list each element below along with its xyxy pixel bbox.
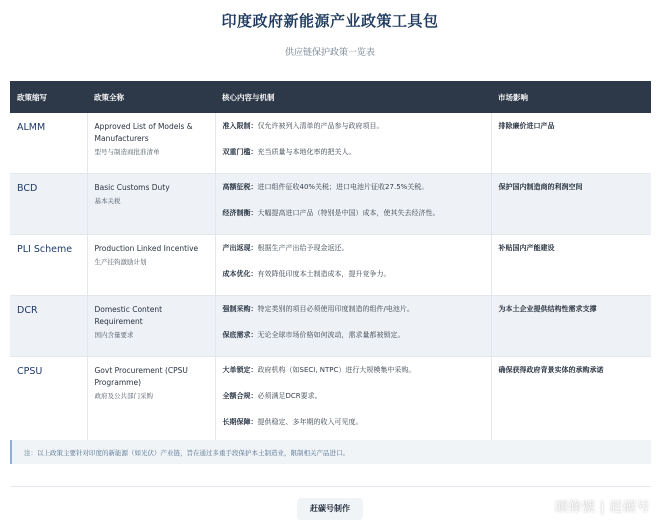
policy-abbr: DCR bbox=[17, 305, 38, 316]
page-subtitle: 供应链保护政策一览表 bbox=[284, 48, 375, 58]
policy-full-name-en: Production Linked Incentive bbox=[94, 244, 199, 253]
policy-full-name-en: Basic Customs Duty bbox=[94, 183, 170, 192]
mechanism-text: 必须满足DCR要求。 bbox=[257, 392, 322, 400]
page-header bbox=[0, 0, 660, 66]
table-row bbox=[10, 174, 651, 235]
policy-full-name-cn: 国内含量要求 bbox=[94, 331, 134, 339]
mechanism-item bbox=[223, 391, 485, 402]
mechanism-item bbox=[223, 330, 485, 341]
mechanism-label: 长期保障： bbox=[222, 418, 258, 426]
policy-full-name-cn: 生产挂钩激励计划 bbox=[94, 258, 147, 266]
mechanism-item bbox=[223, 417, 485, 428]
mechanism-label: 准入限制： bbox=[222, 122, 258, 130]
policy-abbr: BCD bbox=[17, 183, 38, 194]
mechanism-label: 双重门槛： bbox=[222, 148, 258, 156]
table-row bbox=[10, 235, 651, 296]
mechanism-text: 提供稳定、多年期的收入可见度。 bbox=[257, 418, 363, 426]
mechanism-label: 产出返现： bbox=[222, 244, 258, 252]
policy-full-name-en: Domestic Content Requirement bbox=[94, 305, 163, 326]
mechanism-label: 强制采购： bbox=[222, 305, 258, 313]
market-impact: 确保获得政府背景实体的承购承诺 bbox=[498, 366, 604, 374]
mechanism-item bbox=[223, 243, 485, 254]
mechanism-text: 仅允许被列入清单的产品参与政府项目。 bbox=[257, 122, 384, 130]
mechanism-text: 政府机构（如SECI, NTPC）进行大规模集中采购。 bbox=[257, 366, 416, 374]
watermark: 頭條號 | 赶碳号 bbox=[554, 500, 650, 515]
mechanism-item bbox=[223, 121, 485, 132]
mechanism-text: 特定类别的项目必须使用印度制造的组件/电池片。 bbox=[257, 305, 414, 313]
column-header-full-name: 政策全称 bbox=[87, 81, 215, 113]
mechanism-label: 高额征税： bbox=[222, 183, 258, 191]
mechanism-text: 无论全球市场价格如何波动，需求量都被锁定。 bbox=[257, 331, 405, 339]
table-row bbox=[10, 113, 651, 174]
policy-abbr: CPSU bbox=[17, 366, 43, 377]
mechanism-text: 充当质量与本地化率的把关人。 bbox=[257, 148, 356, 156]
mechanism-text: 进口组件征收40%关税；进口电池片征收27.5%关税。 bbox=[257, 183, 429, 191]
market-impact: 排除廉价进口产品 bbox=[498, 122, 555, 130]
footnote: 注：以上政策主要针对印度的新能源（如光伏）产业链，旨在通过多重手段保护本土制造业，限制相关产品进口。 bbox=[10, 440, 651, 464]
mechanism-label: 全额合规： bbox=[222, 392, 258, 400]
mechanism-text: 大幅提高进口产品（特别是中国）成本，使其失去经济性。 bbox=[257, 209, 440, 217]
policy-abbr: PLI Scheme bbox=[17, 244, 73, 255]
policy-full-name-cn: 政府及公共部门采购 bbox=[94, 392, 153, 400]
policy-abbr: ALMM bbox=[17, 122, 46, 133]
table-header-row bbox=[10, 81, 651, 113]
mechanism-label: 成本优化： bbox=[222, 270, 258, 278]
mechanism-item bbox=[223, 365, 485, 376]
mechanism-label: 经济制衡： bbox=[222, 209, 258, 217]
mechanism-text: 根据生产产出给予现金返还。 bbox=[257, 244, 349, 252]
mechanism-item bbox=[223, 147, 485, 158]
policy-full-name-en: Approved List of Models & Manufacturers bbox=[94, 122, 193, 143]
mechanism-item bbox=[223, 182, 485, 193]
column-header-mechanism: 核心内容与机制 bbox=[215, 81, 491, 113]
page-title: 印度政府新能源产业政策工具包 bbox=[221, 12, 439, 30]
policy-table-container bbox=[10, 81, 651, 444]
mechanism-label: 保底需求： bbox=[222, 331, 258, 339]
mechanism-label: 大单锁定： bbox=[222, 366, 258, 374]
table-row bbox=[10, 357, 651, 444]
column-header-impact: 市场影响 bbox=[491, 81, 651, 113]
column-header-abbr: 政策缩写 bbox=[10, 81, 87, 113]
market-impact: 为本土企业提供结构性需求支撑 bbox=[498, 305, 597, 313]
table-row bbox=[10, 296, 651, 357]
mechanism-item bbox=[223, 304, 485, 315]
mechanism-item bbox=[223, 269, 485, 280]
mechanism-text: 有效降低印度本土制造成本，提升竞争力。 bbox=[257, 270, 391, 278]
policy-table bbox=[10, 81, 651, 444]
author-badge: 赶碳号制作 bbox=[297, 498, 363, 520]
market-impact: 保护国内制造商的利润空间 bbox=[498, 183, 583, 191]
market-impact: 补贴国内产能建设 bbox=[498, 244, 555, 252]
policy-full-name-en: Govt Procurement (CPSU Programme) bbox=[94, 366, 188, 387]
divider bbox=[10, 486, 651, 487]
policy-full-name-cn: 基本关税 bbox=[94, 197, 121, 205]
mechanism-item bbox=[223, 208, 485, 219]
policy-full-name-cn: 型号与制造商批准清单 bbox=[94, 148, 160, 156]
